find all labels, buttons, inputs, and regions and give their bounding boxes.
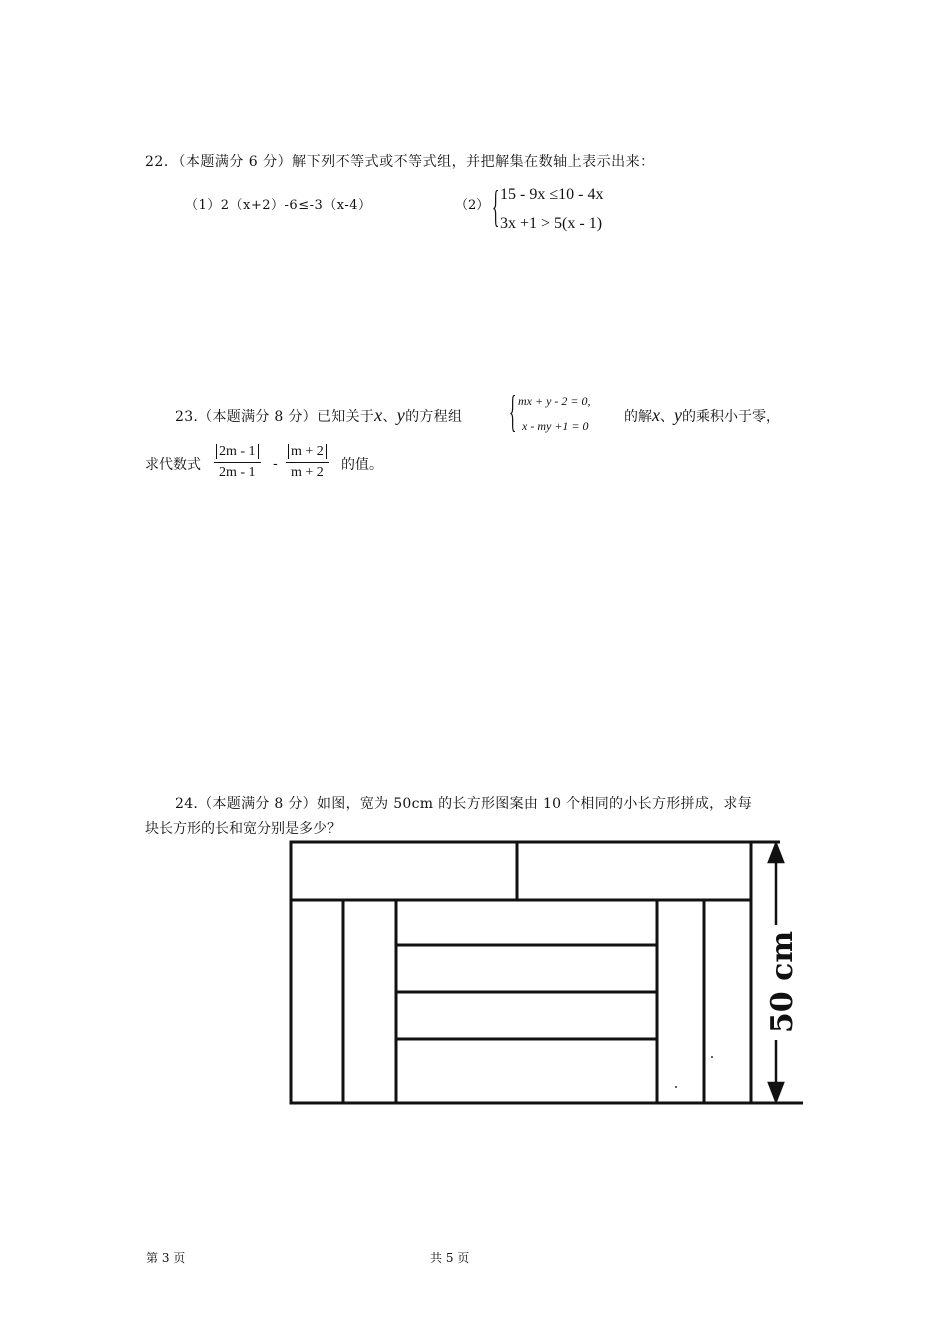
- fraction-2-numerator: m + 2: [288, 444, 327, 459]
- variable-x: x: [374, 405, 383, 425]
- question-23-suffix-a: 的解: [624, 409, 652, 425]
- left-brace-icon: {: [492, 182, 500, 231]
- variable-x: x: [652, 405, 660, 425]
- dimension-label: 50 cm: [765, 930, 800, 1034]
- outer-rectangle: [291, 842, 751, 1103]
- fraction-2-denominator: m + 2: [291, 465, 324, 480]
- separator: 、: [660, 409, 674, 425]
- equation-2: x - my +1 = 0: [522, 419, 589, 433]
- left-brace-icon: {: [509, 387, 517, 436]
- question-22-part-1: （1）2（x+2）-6≤-3（x-4）: [185, 198, 372, 213]
- footer-page-number: 第 3 页: [146, 1251, 186, 1265]
- fraction-1-numerator: 2m - 1: [216, 444, 259, 459]
- variable-y: y: [674, 405, 682, 425]
- separator: 、: [382, 409, 397, 425]
- footer-total-pages: 共 5 页: [430, 1251, 470, 1265]
- speck: [675, 1086, 677, 1088]
- question-23-line-2-prefix: 求代数式: [145, 457, 201, 473]
- equation-1: mx + y - 2 = 0,: [518, 394, 591, 408]
- question-22-title: 22．（本题满分 6 分）解下列不等式或不等式组，并把解集在数轴上表示出来：: [145, 154, 655, 170]
- variable-y: y: [396, 405, 406, 425]
- fraction-1-denominator: 2m - 1: [219, 465, 256, 480]
- minus-sign: -: [273, 456, 278, 472]
- question-24-line-2: 块长方形的长和宽分别是多少？: [145, 821, 341, 837]
- question-23-suffix-b: 的乘积小于零，: [682, 409, 780, 425]
- speck: [711, 1056, 713, 1058]
- arrow-up-icon: [769, 844, 783, 862]
- question-23-line-2-suffix: 的值。: [341, 457, 383, 473]
- arrow-down-icon: [769, 1083, 783, 1101]
- question-23-prefix: 23.（本题满分 8 分）已知关于: [175, 409, 375, 425]
- question-22-part-2-label: （2）: [455, 198, 490, 213]
- inequality-line-1: 15 - 9x ≤10 - 4x: [500, 186, 604, 203]
- question-23-mid: 的方程组: [405, 409, 463, 425]
- question-24-line-1: 24.（本题满分 8 分）如图，宽为 50cm 的长方形图案由 10 个相同的小长方形拼成，求每: [175, 796, 753, 812]
- inequality-line-2: 3x +1 > 5(x - 1): [500, 215, 603, 232]
